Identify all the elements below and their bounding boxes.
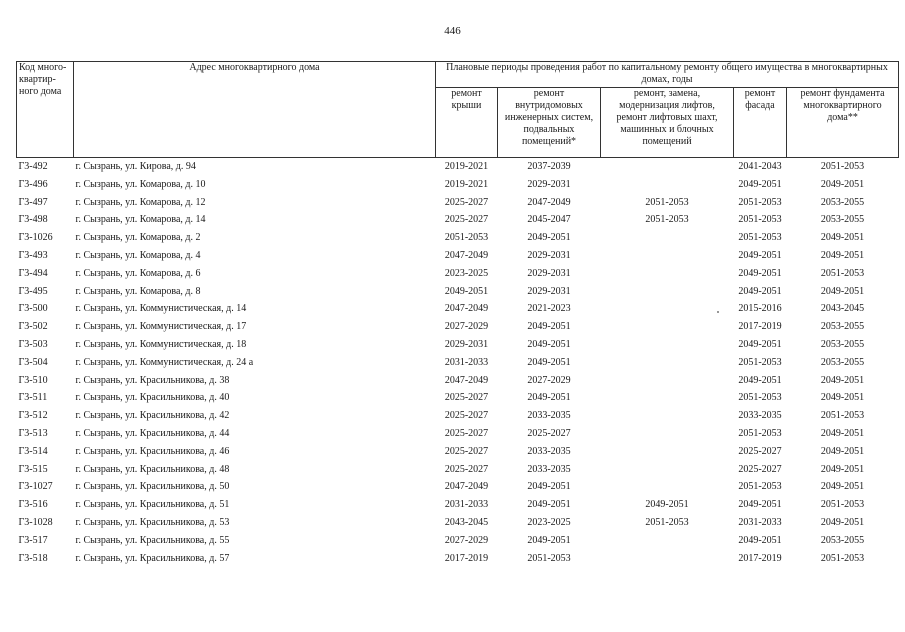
cell-address: г. Сызрань, ул. Красильникова, д. 50 <box>75 481 230 493</box>
table-row <box>17 443 899 461</box>
cell-roof: 2051-2053 <box>444 232 489 244</box>
cell-code: Г3-504 <box>18 356 48 368</box>
cell-roof: 2047-2049 <box>444 303 489 315</box>
table-row <box>17 514 899 532</box>
header-facade: ремонт фасада <box>734 87 787 157</box>
cell-foundation: 2049-2051 <box>820 427 865 439</box>
cell-address: г. Сызрань, ул. Красильникова, д. 55 <box>75 534 230 546</box>
table-row <box>17 158 899 176</box>
cell-engineering: 2029-2031 <box>527 285 571 297</box>
cell-code: Г3-500 <box>18 303 48 315</box>
cell-address: г. Сызрань, ул. Красильникова, д. 51 <box>75 499 230 511</box>
cell-address: г. Сызрань, ул. Красильникова, д. 57 <box>75 552 230 564</box>
cell-code: Г3-510 <box>18 374 48 386</box>
cell-code: Г3-518 <box>18 552 48 564</box>
cell-foundation: 2043-2045 <box>820 303 865 315</box>
cell-facade: 2017-2019 <box>738 321 782 333</box>
table-row <box>17 407 899 425</box>
cell-elevators <box>601 372 734 390</box>
cell-code: Г3-516 <box>18 499 48 511</box>
cell-code: Г3-498 <box>18 214 48 226</box>
cell-code: Г3-512 <box>18 410 48 422</box>
table-row <box>17 425 899 443</box>
cell-address: г. Сызрань, ул. Красильникова, д. 42 <box>75 410 230 422</box>
cell-elevators <box>601 550 734 568</box>
cell-foundation: 2051-2053 <box>820 552 865 564</box>
cell-address: г. Сызрань, ул. Комарова, д. 2 <box>75 232 201 244</box>
cell-facade: 2051-2053 <box>738 356 782 368</box>
cell-elevators: 2051-2053 <box>645 516 689 528</box>
cell-engineering: 2049-2051 <box>527 499 571 511</box>
cell-foundation: 2053-2055 <box>820 321 865 333</box>
cell-address: г. Сызрань, ул. Красильникова, д. 53 <box>75 516 230 528</box>
cell-foundation: 2049-2051 <box>820 249 865 261</box>
table-row <box>17 247 899 265</box>
cell-address: г. Сызрань, ул. Красильникова, д. 44 <box>75 427 230 439</box>
cell-elevators <box>601 336 734 354</box>
cell-foundation: 2049-2051 <box>820 392 865 404</box>
cell-roof: 2025-2027 <box>444 214 489 226</box>
cell-address: г. Сызрань, ул. Коммунистическая, д. 24 а <box>75 356 254 368</box>
header-elevators: ремонт, замена, модернизация лифтов, ремонт лифтовых шахт, машинных и блочных помещений <box>601 87 734 157</box>
table-row <box>17 194 899 212</box>
cell-elevators <box>601 407 734 425</box>
cell-address: г. Сызрань, ул. Коммунистическая, д. 17 <box>75 321 247 333</box>
cell-engineering: 2049-2051 <box>527 392 571 404</box>
cell-facade: 2015-2016 <box>738 303 782 315</box>
cell-engineering: 2029-2031 <box>527 249 571 261</box>
cell-engineering: 2049-2051 <box>527 321 571 333</box>
cell-roof: 2019-2021 <box>444 161 489 172</box>
cell-engineering: 2033-2035 <box>527 463 571 475</box>
table-row <box>17 389 899 407</box>
table-row <box>17 265 899 283</box>
cell-roof: 2025-2027 <box>444 196 489 208</box>
table-row <box>17 300 899 318</box>
cell-roof: 2047-2049 <box>444 374 489 386</box>
cell-elevators <box>601 532 734 550</box>
cell-foundation: 2049-2051 <box>820 481 865 493</box>
table-row <box>17 372 899 390</box>
cell-elevators <box>601 354 734 372</box>
cell-foundation: 2053-2055 <box>820 196 865 208</box>
cell-engineering: 2029-2031 <box>527 267 571 279</box>
table-row <box>17 318 899 336</box>
cell-facade: 2051-2053 <box>738 196 782 208</box>
cell-foundation: 2051-2053 <box>820 499 865 511</box>
cell-code: Г3-493 <box>18 249 48 261</box>
cell-elevators <box>601 158 734 176</box>
cell-facade: 2025-2027 <box>738 463 782 475</box>
cell-facade: 2025-2027 <box>738 445 782 457</box>
cell-elevators <box>601 318 734 336</box>
cell-address: г. Сызрань, ул. Комарова, д. 12 <box>75 196 206 208</box>
table-row <box>17 229 899 247</box>
cell-elevators <box>601 229 734 247</box>
cell-code: Г3-492 <box>18 161 48 172</box>
cell-address: г. Сызрань, ул. Красильникова, д. 40 <box>75 392 230 404</box>
cell-code: Г3-1027 <box>18 481 53 493</box>
cell-roof: 2019-2021 <box>444 178 489 190</box>
cell-roof: 2025-2027 <box>444 392 489 404</box>
cell-foundation: 2049-2051 <box>820 445 865 457</box>
cell-code: Г3-502 <box>18 321 48 333</box>
table-row <box>17 283 899 301</box>
cell-foundation: 2051-2053 <box>820 267 865 279</box>
cell-elevators <box>601 265 734 283</box>
cell-code: Г3-1026 <box>18 232 53 244</box>
cell-facade: 2051-2053 <box>738 392 782 404</box>
cell-code: Г3-511 <box>18 392 48 404</box>
cell-elevators <box>601 283 734 301</box>
cell-address: г. Сызрань, ул. Красильникова, д. 46 <box>75 445 230 457</box>
scan-speck <box>717 311 719 313</box>
cell-foundation: 2051-2053 <box>820 410 865 422</box>
table-row <box>17 496 899 514</box>
cell-elevators: 2051-2053 <box>645 196 689 208</box>
cell-code: Г3-513 <box>18 427 48 439</box>
cell-engineering: 2051-2053 <box>527 552 571 564</box>
cell-elevators <box>601 176 734 194</box>
cell-roof: 2031-2033 <box>444 499 489 511</box>
cell-engineering: 2023-2025 <box>527 516 571 528</box>
cell-facade: 2049-2051 <box>738 285 782 297</box>
cell-elevators <box>601 389 734 407</box>
table-row <box>17 461 899 479</box>
cell-elevators: 2049-2051 <box>645 499 689 511</box>
cell-foundation: 2049-2051 <box>820 285 865 297</box>
cell-roof: 2027-2029 <box>444 534 489 546</box>
header-engineering: ремонт внутридомовых инженерных систем, подвальных помещений* <box>498 87 601 157</box>
cell-facade: 2049-2051 <box>738 267 782 279</box>
cell-engineering: 2047-2049 <box>527 196 571 208</box>
cell-address: г. Сызрань, ул. Комарова, д. 8 <box>75 285 201 297</box>
table-row <box>17 478 899 496</box>
cell-engineering: 2049-2051 <box>527 481 571 493</box>
cell-facade: 2041-2043 <box>738 161 782 172</box>
cell-facade: 2049-2051 <box>738 178 782 190</box>
cell-code: Г3-514 <box>18 445 48 457</box>
cell-roof: 2043-2045 <box>444 516 489 528</box>
cell-engineering: 2029-2031 <box>527 178 571 190</box>
cell-foundation: 2053-2055 <box>820 214 865 226</box>
cell-roof: 2047-2049 <box>444 249 489 261</box>
cell-facade: 2017-2019 <box>738 552 782 564</box>
cell-code: Г3-495 <box>18 285 48 297</box>
cell-facade: 2049-2051 <box>738 534 782 546</box>
table-row <box>17 211 899 229</box>
cell-facade: 2049-2051 <box>738 374 782 386</box>
cell-address: г. Сызрань, ул. Коммунистическая, д. 14 <box>75 303 247 315</box>
cell-roof: 2047-2049 <box>444 481 489 493</box>
cell-code: Г3-515 <box>18 463 48 475</box>
table-body <box>17 158 899 568</box>
cell-foundation: 2049-2051 <box>820 516 865 528</box>
cell-facade: 2051-2053 <box>738 214 782 226</box>
header-foundation: ремонт фундамента многоквартирного дома** <box>787 87 899 157</box>
cell-facade: 2031-2033 <box>738 516 782 528</box>
cell-elevators <box>601 300 734 318</box>
cell-code: Г3-496 <box>18 178 48 190</box>
cell-address: г. Сызрань, ул. Кирова, д. 94 <box>75 161 196 172</box>
cell-engineering: 2037-2039 <box>527 161 571 172</box>
cell-roof: 2025-2027 <box>444 463 489 475</box>
cell-engineering: 2033-2035 <box>527 410 571 422</box>
cell-elevators: 2051-2053 <box>645 214 689 226</box>
cell-code: Г3-503 <box>18 338 48 350</box>
cell-address: г. Сызрань, ул. Комарова, д. 6 <box>75 267 201 279</box>
cell-roof: 2049-2051 <box>444 285 489 297</box>
cell-roof: 2031-2033 <box>444 356 489 368</box>
cell-foundation: 2049-2051 <box>820 463 865 475</box>
cell-engineering: 2049-2051 <box>527 232 571 244</box>
cell-facade: 2049-2051 <box>738 338 782 350</box>
cell-foundation: 2053-2055 <box>820 338 865 350</box>
cell-roof: 2017-2019 <box>444 552 489 564</box>
cell-address: г. Сызрань, ул. Комарова, д. 10 <box>75 178 206 190</box>
cell-roof: 2029-2031 <box>444 338 489 350</box>
cell-facade: 2051-2053 <box>738 427 782 439</box>
cell-facade: 2051-2053 <box>738 232 782 244</box>
cell-facade: 2049-2051 <box>738 499 782 511</box>
cell-roof: 2023-2025 <box>444 267 489 279</box>
header-code: Код много- квартир- ного дома <box>17 62 74 158</box>
cell-address: г. Сызрань, ул. Коммунистическая, д. 18 <box>75 338 247 350</box>
header-roof: ремонт крыши <box>436 87 498 157</box>
table-row <box>17 176 899 194</box>
header-periods: Плановые периоды проведения работ по капитальному ремонту общего имущества в многоквартирных домах, годы <box>436 62 899 88</box>
cell-code: Г3-1028 <box>18 516 53 528</box>
table-row <box>17 532 899 550</box>
cell-foundation: 2053-2055 <box>820 356 865 368</box>
cell-engineering: 2049-2051 <box>527 356 571 368</box>
cell-engineering: 2033-2035 <box>527 445 571 457</box>
cell-foundation: 2049-2051 <box>820 178 865 190</box>
cell-address: г. Сызрань, ул. Комарова, д. 4 <box>75 249 201 261</box>
cell-address: г. Сызрань, ул. Красильникова, д. 38 <box>75 374 230 386</box>
cell-elevators <box>601 247 734 265</box>
cell-foundation: 2053-2055 <box>820 534 865 546</box>
cell-facade: 2049-2051 <box>738 249 782 261</box>
cell-engineering: 2021-2023 <box>527 303 571 315</box>
cell-address: г. Сызрань, ул. Красильникова, д. 48 <box>75 463 230 475</box>
cell-foundation: 2049-2051 <box>820 232 865 244</box>
cell-elevators <box>601 443 734 461</box>
cell-engineering: 2049-2051 <box>527 338 571 350</box>
cell-roof: 2025-2027 <box>444 445 489 457</box>
table-row <box>17 550 899 568</box>
table-row <box>17 354 899 372</box>
cell-engineering: 2027-2029 <box>527 374 571 386</box>
page-number: 446 <box>444 25 461 37</box>
cell-facade: 2051-2053 <box>738 481 782 493</box>
cell-engineering: 2045-2047 <box>527 214 571 226</box>
table-row <box>17 336 899 354</box>
cell-facade: 2033-2035 <box>738 410 782 422</box>
cell-code: Г3-497 <box>18 196 48 208</box>
cell-elevators <box>601 461 734 479</box>
cell-elevators <box>601 425 734 443</box>
cell-roof: 2025-2027 <box>444 427 489 439</box>
cell-engineering: 2049-2051 <box>527 534 571 546</box>
cell-code: Г3-517 <box>18 534 48 546</box>
cell-roof: 2025-2027 <box>444 410 489 422</box>
cell-roof: 2027-2029 <box>444 321 489 333</box>
cell-elevators <box>601 478 734 496</box>
cell-address: г. Сызрань, ул. Комарова, д. 14 <box>75 214 206 226</box>
cell-foundation: 2051-2053 <box>820 161 865 172</box>
cell-code: Г3-494 <box>18 267 48 279</box>
cell-foundation: 2049-2051 <box>820 374 865 386</box>
header-address: Адрес многоквартирного дома <box>74 62 436 158</box>
capital-repair-table <box>16 61 899 567</box>
cell-engineering: 2025-2027 <box>527 427 571 439</box>
